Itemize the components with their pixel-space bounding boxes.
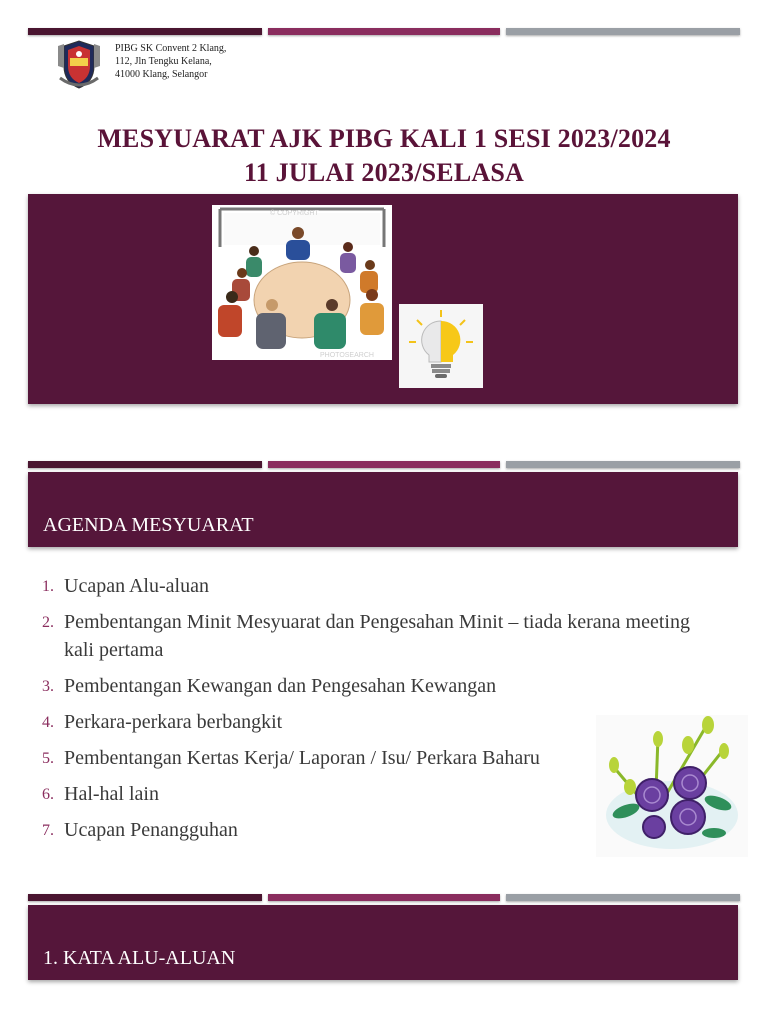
item-text: Pembentangan Kewangan dan Pengesahan Kewangan — [64, 675, 497, 697]
list-item — [42, 608, 702, 664]
section-heading: 1. KATA ALU-ALUAN — [43, 947, 236, 969]
flower-bouquet-image — [596, 715, 748, 857]
list-item — [42, 572, 702, 600]
agenda-stripes — [28, 461, 740, 468]
title-line-1: MESYUARAT AJK PIBG KALI 1 SESI 2023/2024 — [97, 124, 671, 153]
item-number: 3. — [42, 678, 54, 695]
stripe-grey — [506, 461, 740, 468]
item-text: Hal-hal lain — [64, 783, 159, 805]
stripe-maroon — [28, 28, 262, 35]
section-stripes — [28, 894, 740, 901]
address-line-1: PIBG SK Convent 2 Klang, — [115, 43, 227, 54]
school-crest-logo — [56, 38, 102, 90]
stripe-maroon — [28, 894, 262, 901]
school-address — [115, 42, 226, 81]
top-stripes — [28, 28, 740, 35]
item-number: 7. — [42, 822, 54, 839]
item-number: 1. — [42, 578, 54, 595]
stripe-magenta — [268, 894, 500, 901]
item-text: Ucapan Penangguhan — [64, 819, 238, 841]
stripe-grey — [506, 28, 740, 35]
item-number: 6. — [42, 786, 54, 803]
stripe-magenta — [268, 28, 500, 35]
item-number: 2. — [42, 614, 54, 631]
item-text: Pembentangan Minit Mesyuarat dan Pengesahan Minit – tiada kerana meeting kali pertama — [64, 611, 690, 661]
meeting-table-illustration — [212, 205, 392, 360]
title-line-2: 11 JULAI 2023/SELASA — [244, 158, 524, 187]
item-text: Perkara-perkara berbangkit — [64, 711, 283, 733]
item-text: Pembentangan Kertas Kerja/ Laporan / Isu/ Perkara Baharu — [64, 747, 540, 769]
list-item — [42, 672, 702, 700]
item-number: 4. — [42, 714, 54, 731]
section-banner — [28, 905, 738, 980]
stripe-grey — [506, 894, 740, 901]
agenda-banner — [28, 472, 738, 547]
meeting-title — [0, 122, 768, 190]
agenda-heading: AGENDA MESYUARAT — [43, 514, 254, 536]
watermark-top: © COPYRIGHT — [270, 210, 319, 217]
lightbulb-icon — [399, 304, 483, 388]
item-text: Ucapan Alu-aluan — [64, 575, 209, 597]
stripe-magenta — [268, 461, 500, 468]
item-number: 5. — [42, 750, 54, 767]
watermark-bottom: PHOTOSEARCH — [320, 352, 374, 359]
stripe-maroon — [28, 461, 262, 468]
address-line-3: 41000 Klang, Selangor — [115, 69, 208, 80]
address-line-2: 112, Jln Tengku Kelana, — [115, 56, 212, 67]
